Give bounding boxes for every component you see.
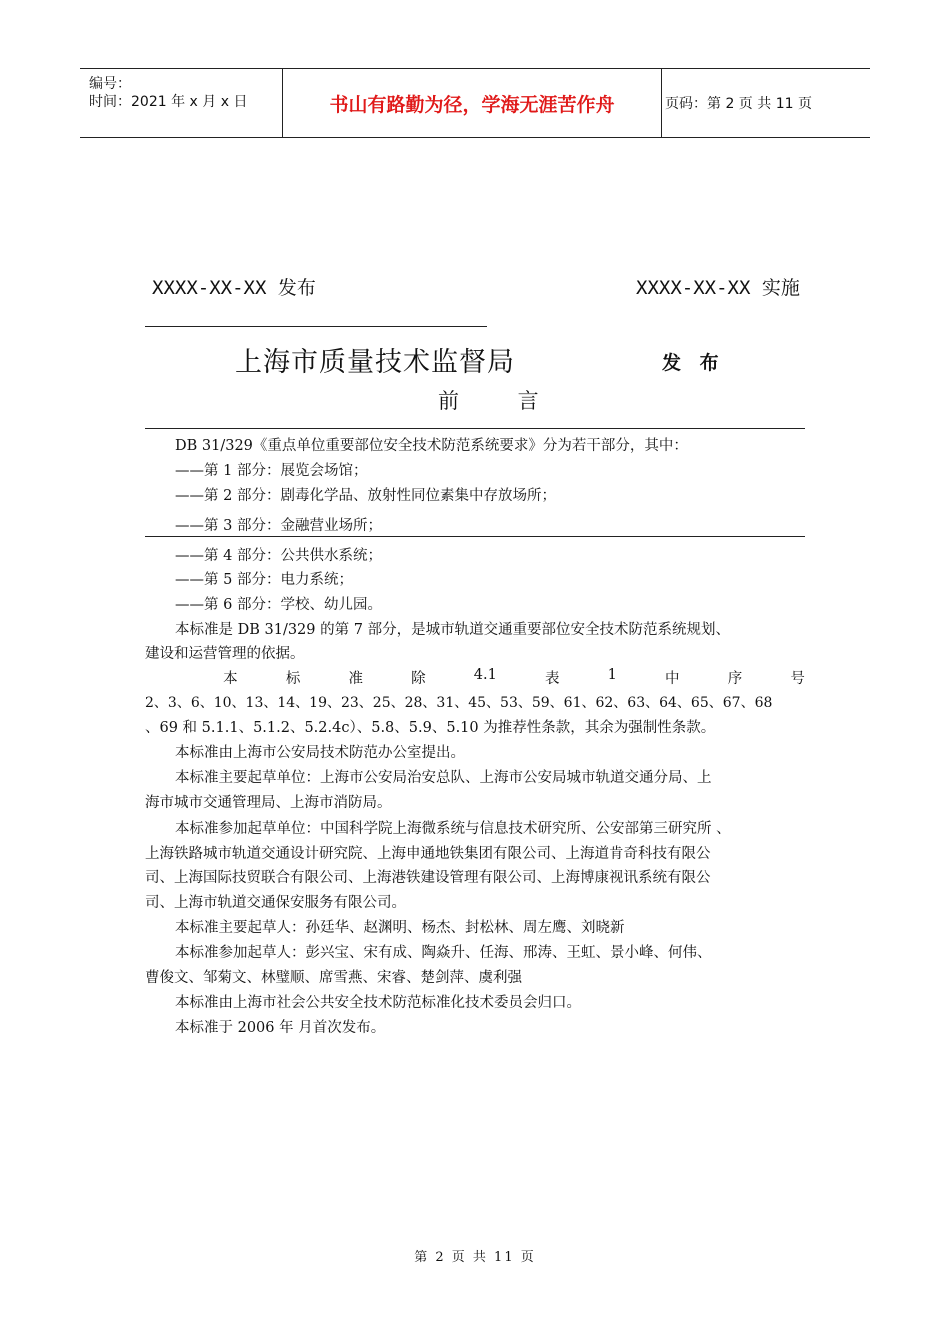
time-label: 时间：2021 年 x 月 x 日: [89, 94, 248, 110]
paragraph-line: 本标准于 2006 年 月首次发布。: [175, 1020, 386, 1036]
list-item: ——第 4 部分：公共供水系统；: [175, 548, 382, 564]
justified-word: 准: [348, 671, 363, 687]
justified-line: [145, 667, 805, 688]
header-page-label: 页码：第 2 页 共 11 页: [665, 96, 812, 112]
paragraph-line: 海市城市交通管理局、上海市消防局。: [145, 795, 392, 811]
section-title: 前 言: [438, 389, 565, 413]
justified-word: 表: [545, 671, 560, 687]
justified-word: 标: [285, 671, 301, 687]
list-item: ——第 2 部分：剧毒化学品、放射性同位素集中存放场所；: [175, 488, 556, 504]
list-item: ——第 3 部分：金融营业场所；: [175, 518, 382, 534]
header-meta: [80, 69, 282, 137]
paragraph-line: 本标准参加起草人：彭兴宝、宋有成、陶焱升、任海、邢涛、王虹、景小峰、何伟、: [175, 945, 712, 961]
paragraph-line: 曹俊文、邹菊文、林璧顺、席雪燕、宋睿、楚剑萍、虞利强: [145, 970, 522, 986]
paragraph-line: 司、上海国际技贸联合有限公司、上海港铁建设管理有限公司、上海博康视讯系统有限公: [145, 870, 711, 886]
justified-word: 1: [607, 667, 617, 683]
authority-name: 上海市质量技术监督局: [235, 347, 515, 378]
divider: [145, 428, 805, 429]
paragraph-line: 本标准主要起草单位：上海市公安局治安总队、上海市公安局城市轨道交通分局、上: [175, 770, 712, 786]
issue-date: XXXX-XX-XX 发布: [152, 277, 316, 299]
paragraph-line: 本标准由上海市公安局技术防范办公室提出。: [175, 745, 465, 761]
paragraph-line: 本标准主要起草人：孙廷华、赵渊明、杨杰、封松林、周左鹰、刘晓新: [175, 920, 625, 936]
list-item: ——第 5 部分：电力系统；: [175, 572, 353, 588]
page-footer: 第 2 页 共 11 页: [414, 1250, 536, 1265]
paragraph-line: 司、上海市轨道交通保安服务有限公司。: [145, 895, 406, 911]
paragraph-line: 本标准是 DB 31/329 的第 7 部分，是城市轨道交通重要部位安全技术防范系统规划、: [175, 622, 731, 638]
justified-word: 4.1: [473, 667, 497, 683]
page-header: [80, 68, 870, 138]
paragraph-line: 、69 和 5.1.1、5.1.2、5.2.4c）、5.8、5.9、5.10 为推荐性条款，其余为强制性条款。: [145, 720, 716, 736]
effective-date: XXXX-XX-XX 实施: [636, 277, 800, 299]
justified-word: 中: [665, 671, 680, 687]
paragraph-line: DB 31/329《重点单位重要部位安全技术防范系统要求》分为若干部分，其中：: [175, 438, 688, 454]
header-motto: 书山有路勤为径，学海无涯苦作舟: [282, 69, 662, 137]
list-item: ——第 1 部分：展览会场馆；: [175, 463, 368, 479]
list-item: ——第 6 部分：学校、幼儿园。: [175, 597, 382, 613]
paragraph-line: 本标准参加起草单位：中国科学院上海微系统与信息技术研究所、公安部第三研究所 、: [175, 821, 731, 837]
number-label: 编号：: [89, 76, 131, 92]
paragraph-line: 2、3、6、10、13、14、19、23、25、28、31、45、53、59、61、62、63、64、65、67、68: [145, 695, 773, 711]
paragraph-line: 建设和运营管理的依据。: [145, 646, 305, 662]
justified-word: 除: [411, 671, 426, 687]
justified-word: 本: [223, 671, 238, 687]
justified-word: 号: [790, 671, 805, 687]
authority-action: 发 布: [662, 352, 725, 374]
divider: [145, 326, 487, 327]
paragraph-line: 本标准由上海市社会公共安全技术防范标准化技术委员会归口。: [175, 995, 581, 1011]
justified-word: 序: [727, 671, 743, 687]
divider: [145, 536, 805, 537]
paragraph-line: 上海铁路城市轨道交通设计研究院、上海申通地铁集团有限公司、上海道肯奇科技有限公: [145, 846, 711, 862]
